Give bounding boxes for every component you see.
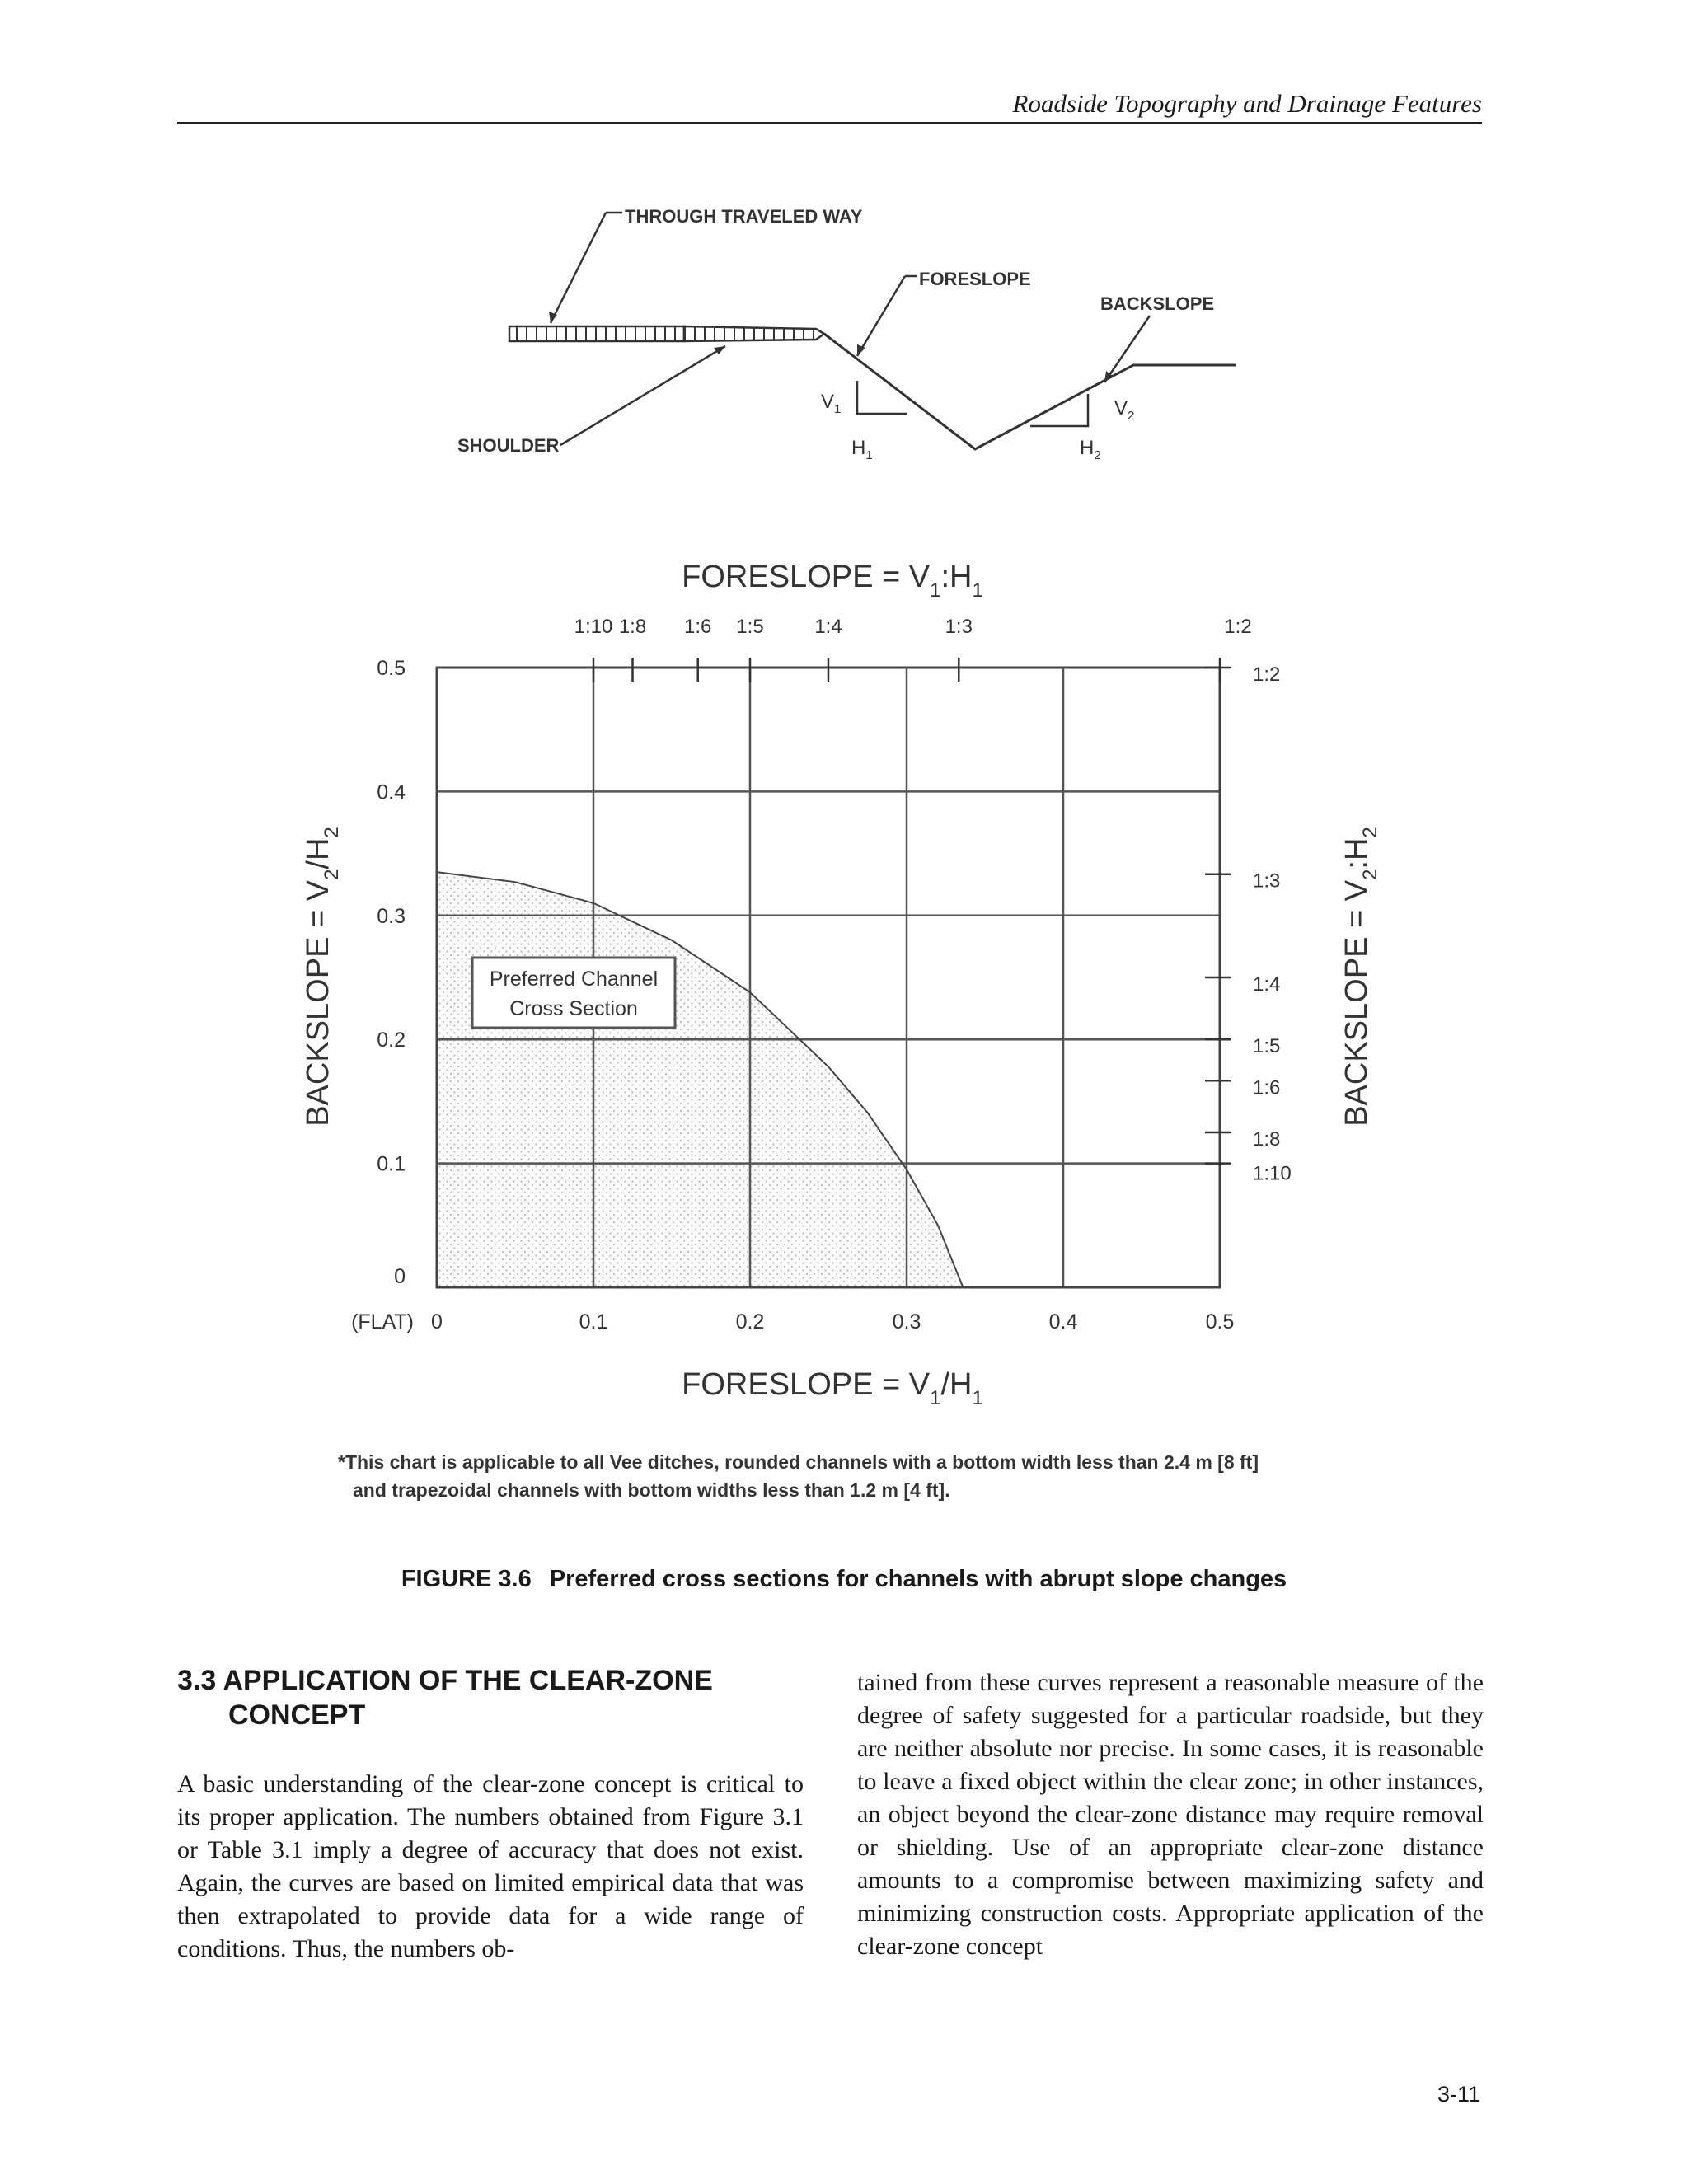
y-tick-label-5: 0.5: [377, 657, 406, 680]
x-tick-label-5: 0.5: [1205, 1310, 1235, 1333]
figure-caption: [0, 1566, 1688, 1593]
y-tick-label-4: 0.4: [377, 780, 406, 804]
top-tick-label-4: 1:4: [814, 616, 842, 638]
right-tick-label-5: 1:8: [1253, 1128, 1281, 1151]
cross-section-diagram: [457, 206, 1236, 462]
x-tick-label-1: 0.1: [579, 1310, 608, 1333]
section-heading-line1: 3.3 APPLICATION OF THE CLEAR-ZONE: [177, 1665, 713, 1696]
label-h1: $H_1$: [851, 437, 873, 462]
y2-axis-title: BACKSLOPE = $V_2:H_2$: [1339, 827, 1381, 1127]
region-label-line1: Preferred Channel: [489, 968, 659, 991]
slope-chart: [301, 560, 1381, 1409]
top-ratio-ticks: [574, 616, 1252, 682]
right-tick-label-6: 1:10: [1253, 1162, 1292, 1185]
top-tick-label-6: 1:2: [1224, 616, 1252, 638]
label-through-traveled-way: THROUGH TRAVELED WAY: [625, 206, 863, 227]
running-head: Roadside Topography and Drainage Features: [1012, 89, 1482, 118]
label-v2: $V_2$: [1114, 397, 1135, 423]
label-h2: $H_2$: [1080, 437, 1101, 462]
x-axis-title: FORESLOPE = $V_1/H_1$: [682, 1367, 983, 1409]
y-axis-title: BACKSLOPE = $V_2/H_2$: [301, 827, 343, 1127]
x-tick-label-2: 0.2: [735, 1310, 765, 1333]
figure-number: FIGURE 3.6: [401, 1566, 532, 1592]
section-heading-line2: CONCEPT: [228, 1699, 366, 1731]
figure-note-line1: *This chart is applicable to all Vee ditches, rounded channels with a bottom width less than 2.4 m [8 ft]: [338, 1451, 1259, 1473]
right-ratio-ticks: [1205, 663, 1292, 1185]
x-tick-label-4: 0.4: [1048, 1310, 1078, 1333]
right-tick-label-1: 1:3: [1253, 869, 1281, 893]
shoulder-surface: [684, 326, 824, 341]
label-shoulder: SHOULDER: [457, 435, 560, 456]
top-tick-label-1: 1:8: [618, 616, 647, 638]
backslope-ratio-marker: [1030, 394, 1088, 426]
section-heading: [177, 1663, 713, 1732]
right-tick-label-2: 1:4: [1253, 973, 1281, 996]
top-tick-label-3: 1:5: [736, 616, 764, 638]
x-axis-ticks: [351, 1310, 1234, 1333]
traveled-way-pavement: [509, 326, 684, 341]
top-tick-label-2: 1:6: [684, 616, 712, 638]
right-tick-label-0: 1:2: [1253, 663, 1281, 686]
x-flat-label: (FLAT): [351, 1310, 414, 1333]
top-tick-label-5: 1:3: [945, 616, 973, 638]
figure-caption-text: Preferred cross sections for channels with abrupt slope changes: [549, 1566, 1287, 1592]
y-axis-ticks: [377, 657, 406, 1288]
y-tick-label-0: 0: [394, 1265, 406, 1288]
x-tick-label-3: 0.3: [892, 1310, 921, 1333]
figure-note-line2: and trapezoidal channels with bottom widths less than 1.2 m [4 ft].: [353, 1479, 950, 1501]
region-label-line2: Cross Section: [509, 997, 638, 1020]
right-tick-label-3: 1:5: [1253, 1035, 1281, 1058]
ditch-profile: [824, 334, 1236, 449]
body-paragraph-right: tained from these curves represent a reasonable measure of the degree of safety suggested for a particular roadside, but they are neither absolute nor precise. In some cases, it is reasonable to leave a fixed object within the clear zone; in other instances, an object beyond the clear-zone distance may require removal or shielding. Use of an appropriate clear-zone distance amounts to a compromise between maximizing safety and minimizing construction costs. Appropriate application of the clear-zone concept: [857, 1669, 1484, 1960]
page-number: 3-11: [1437, 2082, 1480, 2107]
y-tick-label-1: 0.1: [377, 1152, 406, 1176]
label-foreslope: FORESLOPE: [919, 269, 1031, 289]
chart-title: FORESLOPE = $V_1:H_1$: [682, 560, 983, 602]
top-tick-label-0: 1:10: [574, 616, 613, 638]
right-tick-label-4: 1:6: [1253, 1076, 1281, 1099]
y-tick-label-3: 0.3: [377, 904, 406, 928]
y-tick-label-2: 0.2: [377, 1029, 406, 1052]
label-v1: $V_1$: [821, 391, 842, 416]
body-paragraph-left: A basic understanding of the clear-zone concept is critical to its proper application. The numbers obtained from Figure 3.1 or Table 3.1 imply a degree of accuracy that does not exist. Again, the curves are based on limited empirical data that was then extrapolated to provide data for a wide range of conditions. Thus, the numbers ob-: [177, 1770, 804, 1962]
foreslope-ratio-marker: [857, 381, 907, 414]
x-tick-label-0: 0: [431, 1310, 443, 1333]
preferred-region-fill: [437, 872, 963, 1287]
label-backslope: BACKSLOPE: [1100, 293, 1215, 314]
